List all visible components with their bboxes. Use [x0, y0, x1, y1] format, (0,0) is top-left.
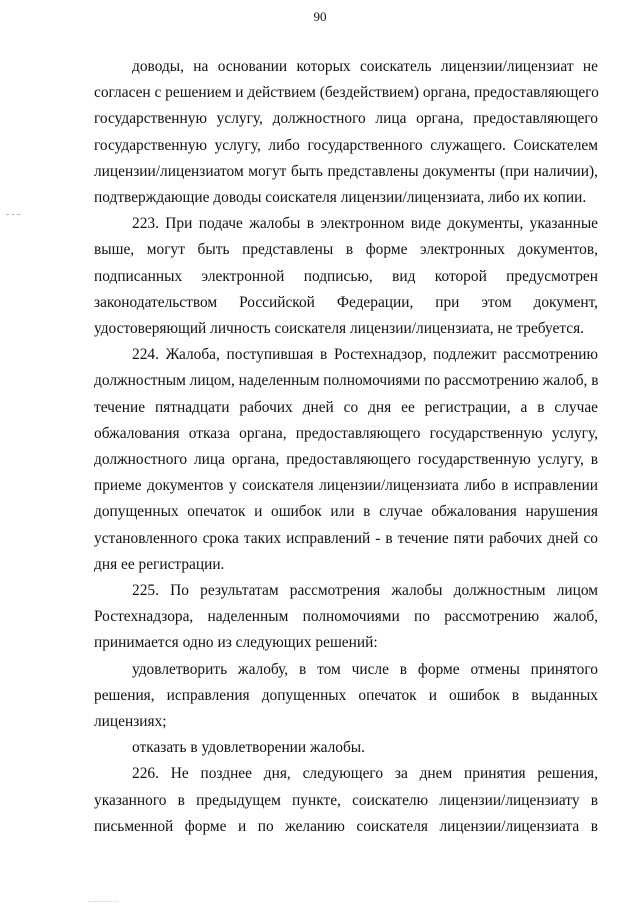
text-line: удостоверяющий личность соискателя лицензии/лицензиата, не требуется. [94, 320, 585, 338]
text-line: должностного лица органа, предоставляющего государственную услугу, в [94, 451, 598, 469]
text-line: государственную услугу, либо государственного служащего. Соискателем [94, 136, 598, 154]
paragraph-p-226 [94, 761, 598, 840]
text-line: государственную услугу, должностного лица органа, предоставляющего [94, 110, 598, 128]
page-number: 90 [313, 9, 327, 24]
text-line: выше, могут быть представлены в форме электронных документов, [94, 241, 598, 259]
text-line: обжалования отказа органа, предоставляющего государственную услугу, [94, 424, 598, 442]
text-line: указанного в предыдущем пункте, соискателю лицензии/лицензиату в [94, 791, 598, 809]
text-line: удовлетворить жалобу, в том числе в форме отмены принятого [132, 660, 598, 678]
text-line: письменной форме и по желанию соискателя лицензии/лицензиата в [94, 817, 598, 835]
text-line: дня ее регистрации. [94, 555, 225, 573]
text-line: Ростехнадзора, наделенным полномочиями по рассмотрению жалоб, [94, 608, 598, 626]
text-line: 225. По результатам рассмотрения жалобы должностным лицом [132, 582, 598, 600]
text-line: согласен с решением и действием (бездействием) органа, предоставляющего [94, 84, 599, 102]
text-line: 226. Не позднее дня, следующего за днем принятия решения, [132, 765, 598, 783]
text-line: 224. Жалоба, поступившая в Ростехнадзор, подлежит рассмотрению [132, 346, 598, 364]
text-line: течение пятнадцати рабочих дней со дня ее регистрации, а в случае [94, 398, 598, 416]
paragraph-p-225-b [94, 735, 598, 761]
text-line: решения, исправления допущенных опечаток и ошибок в выданных [94, 686, 598, 704]
paragraph-p-225-a [94, 657, 598, 736]
paragraph-p-223 [94, 211, 598, 342]
paragraph-p-225 [94, 578, 598, 657]
text-line: отказать в удовлетворении жалобы. [132, 739, 366, 757]
text-line: 223. При подаче жалобы в электронном виде документы, указанные [132, 215, 598, 233]
text-line: подписанных электронной подписью, вид которой предусмотрен [94, 267, 598, 285]
bottom-scan-mark [88, 901, 118, 902]
text-line: допущенных опечаток и ошибок или в случае обжалования нарушения [94, 503, 598, 521]
paragraph-p-224 [94, 342, 598, 578]
text-line: принимается одно из следующих решений: [94, 634, 378, 652]
text-line: лицензии/лицензиатом могут быть представлены документы (при наличии), [94, 162, 598, 180]
text-line: доводы, на основании которых соискатель лицензии/лицензиат не [132, 58, 598, 75]
text-line: установленного срока таких исправлений - в течение пяти рабочих дней со [94, 529, 598, 547]
text-line: приеме документов у соискателя лицензии/лицензиата либо в исправлении [94, 477, 598, 495]
margin-scan-mark [6, 214, 20, 216]
document-body [94, 54, 598, 840]
text-line: подтверждающие доводы соискателя лицензии/лицензиата, либо их копии. [94, 189, 587, 207]
text-line: законодательством Российской Федерации, при этом документ, [94, 293, 598, 311]
paragraph-p-continued [94, 54, 598, 211]
text-line: лицензиях; [94, 713, 167, 731]
text-line: должностным лицом, наделенным полномочиями по рассмотрению жалоб, в [94, 372, 599, 390]
